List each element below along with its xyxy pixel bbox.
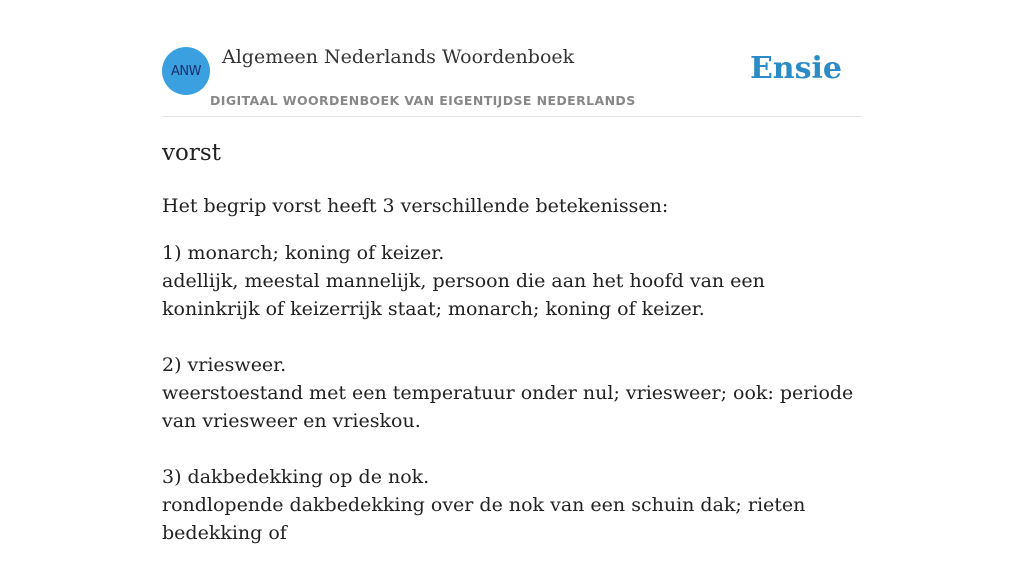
meaning-definition: adellijk, meestal mannelijk, persoon die aan het hoofd van een koninkrijk of keizerrijk staat; monarch; koning of keizer. bbox=[162, 270, 765, 320]
logo-text: ANW bbox=[171, 63, 201, 79]
site-header bbox=[162, 0, 862, 117]
meaning-item bbox=[162, 463, 862, 547]
site-subtitle: DIGITAAL WOORDENBOEK VAN EIGENTIJDSE NEDERLANDS bbox=[210, 93, 636, 108]
meaning-heading: 1) monarch; koning of keizer. bbox=[162, 242, 445, 264]
entry-headword: vorst bbox=[162, 140, 221, 166]
site-title[interactable]: Algemeen Nederlands Woordenboek bbox=[222, 46, 575, 68]
entry-intro: Het begrip vorst heeft 3 verschillende betekenissen: bbox=[162, 195, 669, 217]
meaning-item bbox=[162, 351, 862, 435]
meaning-item bbox=[162, 239, 862, 323]
ensie-logo-link[interactable]: Ensie bbox=[749, 51, 842, 86]
meaning-definition: rondlopende dakbedekking over de nok van een schuin dak; rieten bedekking of bbox=[162, 494, 806, 544]
meaning-heading: 3) dakbedekking op de nok. bbox=[162, 466, 430, 488]
page-container bbox=[162, 0, 862, 544]
meanings-list bbox=[162, 239, 862, 575]
anw-logo[interactable] bbox=[162, 47, 210, 95]
meaning-definition: weerstoestand met een temperatuur onder nul; vriesweer; ook: periode van vriesweer en vrieskou. bbox=[162, 382, 854, 432]
meaning-heading: 2) vriesweer. bbox=[162, 354, 287, 376]
